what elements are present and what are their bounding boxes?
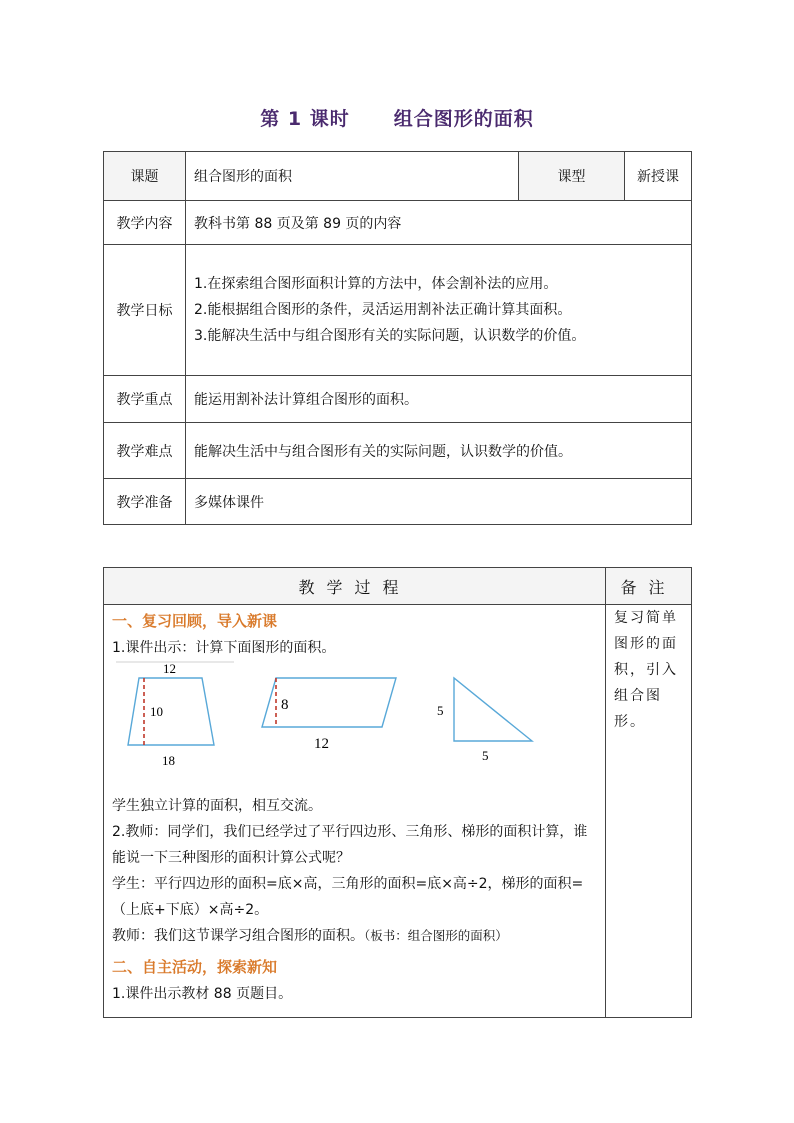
triangle-height-label: 5 xyxy=(437,703,444,718)
teacher-intro xyxy=(112,923,599,949)
topic-label: 课题 xyxy=(104,152,186,201)
parallelogram-base-label: 12 xyxy=(314,736,329,752)
goals-list xyxy=(186,245,692,376)
trapezoid-top-label: 12 xyxy=(163,661,176,676)
key-value: 能运用割补法计算组合图形的面积。 xyxy=(186,376,692,423)
difficult-value: 能解决生活中与组合图形有关的实际问题，认识数学的价值。 xyxy=(186,423,692,479)
process-content xyxy=(104,605,606,1018)
board-note: （板书：组合图形的面积） xyxy=(364,928,508,943)
teaching-process-table xyxy=(103,567,692,1018)
content-value: 教科书第 88 页及第 89 页的内容 xyxy=(186,201,692,245)
difficult-label: 教学难点 xyxy=(104,423,186,479)
prep-label: 教学准备 xyxy=(104,479,186,525)
triangle-shape xyxy=(454,678,532,741)
type-label: 课型 xyxy=(519,152,625,201)
slide-instruction: 1.课件出示：计算下面图形的面积。 xyxy=(112,640,336,656)
shapes-figure xyxy=(112,661,599,793)
prep-value: 多媒体课件 xyxy=(186,479,692,525)
side-note: 复习简单图形的面积，引入组合图形。 xyxy=(606,605,692,1018)
content-label: 教学内容 xyxy=(104,201,186,245)
trapezoid-bottom-label: 18 xyxy=(162,753,175,768)
triangle-base-label: 5 xyxy=(482,748,489,763)
topic-value: 组合图形的面积 xyxy=(186,152,519,201)
page-title xyxy=(0,104,794,131)
goal-item: 2.能根据组合图形的条件，灵活运用割补法正确计算其面积。 xyxy=(194,302,572,318)
type-value: 新授课 xyxy=(625,152,692,201)
process-header: 教学过程 xyxy=(104,568,606,605)
teacher-intro-text: 教师：我们这节课学习组合图形的面积。 xyxy=(112,928,364,944)
goal-item: 1.在探索组合图形面积计算的方法中，体会割补法的应用。 xyxy=(194,276,558,292)
shapes-svg xyxy=(116,661,536,793)
goal-item: 3.能解决生活中与组合图形有关的实际问题，认识数学的价值。 xyxy=(194,328,586,344)
parallelogram-height-label: 8 xyxy=(281,697,289,713)
student-calc: 学生独立计算的面积，相互交流。 xyxy=(112,798,322,814)
trapezoid-height-label: 10 xyxy=(150,704,163,719)
lesson-info-table xyxy=(103,151,692,525)
trapezoid-shape xyxy=(128,678,214,745)
lesson-number: 第 1 课时 xyxy=(260,108,350,130)
key-label: 教学重点 xyxy=(104,376,186,423)
section-explore: 二、自主活动，探索新知 xyxy=(112,958,278,976)
lesson-topic: 组合图形的面积 xyxy=(393,108,534,130)
student-answer: 学生：平行四边形的面积=底×高，三角形的面积=底×高÷2，梯形的面积=（上底+下底）×高÷2。 xyxy=(112,876,584,918)
goals-label: 教学日标 xyxy=(104,245,186,376)
slide-textbook: 1.课件出示教材 88 页题目。 xyxy=(112,986,293,1002)
notes-header: 备注 xyxy=(606,568,692,605)
section-review: 一、复习回顾，导入新课 xyxy=(112,612,278,630)
teacher-question: 2.教师：同学们，我们已经学过了平行四边形、三角形、梯形的面积计算，谁能说一下三种图形的面积计算公式呢？ xyxy=(112,824,588,866)
